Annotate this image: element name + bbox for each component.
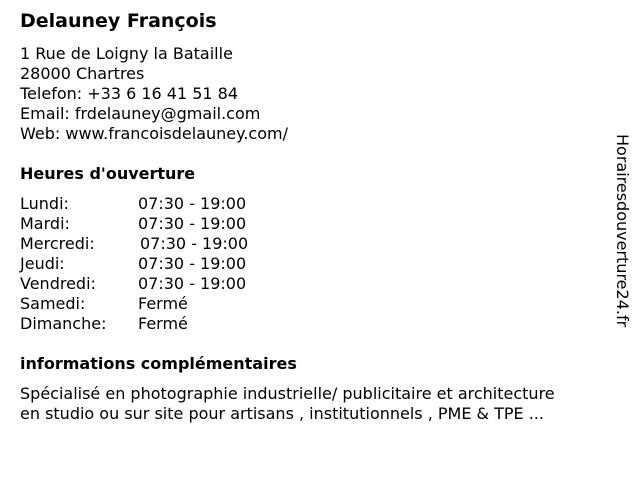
- day-hours: Fermé: [138, 294, 188, 313]
- opening-hours-heading: Heures d'ouverture: [20, 164, 196, 183]
- additional-info-heading: informations complémentaires: [20, 354, 297, 373]
- day-hours: Fermé: [138, 314, 188, 333]
- day-hours: 07:30 - 19:00: [138, 214, 247, 233]
- day-hours: 07:30 - 19:00: [138, 274, 247, 293]
- day-label: Mardi:: [20, 214, 70, 233]
- day-label: Mercredi:: [20, 234, 95, 253]
- day-label: Samedi:: [20, 294, 86, 313]
- business-description: [20, 384, 620, 424]
- description-line: en studio ou sur site pour artisans , institutionnels , PME & TPE ...: [20, 404, 544, 423]
- contact-block: [20, 44, 288, 144]
- day-label: Vendredi:: [20, 274, 96, 293]
- day-hours: 07:30 - 19:00: [140, 234, 249, 253]
- site-watermark: Horairesdouverture24.fr: [613, 134, 632, 328]
- day-hours: 07:30 - 19:00: [138, 194, 247, 213]
- day-hours: 07:30 - 19:00: [138, 254, 247, 273]
- street-address: 1 Rue de Loigny la Bataille: [20, 44, 233, 63]
- website-url: Web: www.francoisdelauney.com/: [20, 124, 288, 143]
- day-label: Lundi:: [20, 194, 69, 213]
- day-label: Dimanche:: [20, 314, 107, 333]
- phone-number: Telefon: +33 6 16 41 51 84: [20, 84, 239, 103]
- city-address: 28000 Chartres: [20, 64, 145, 83]
- day-label: Jeudi:: [20, 254, 65, 273]
- description-line: Spécialisé en photographie industrielle/ publicitaire et architecture: [20, 384, 555, 403]
- business-name: Delauney François: [20, 10, 217, 32]
- email-address: Email: frdelauney@gmail.com: [20, 104, 261, 123]
